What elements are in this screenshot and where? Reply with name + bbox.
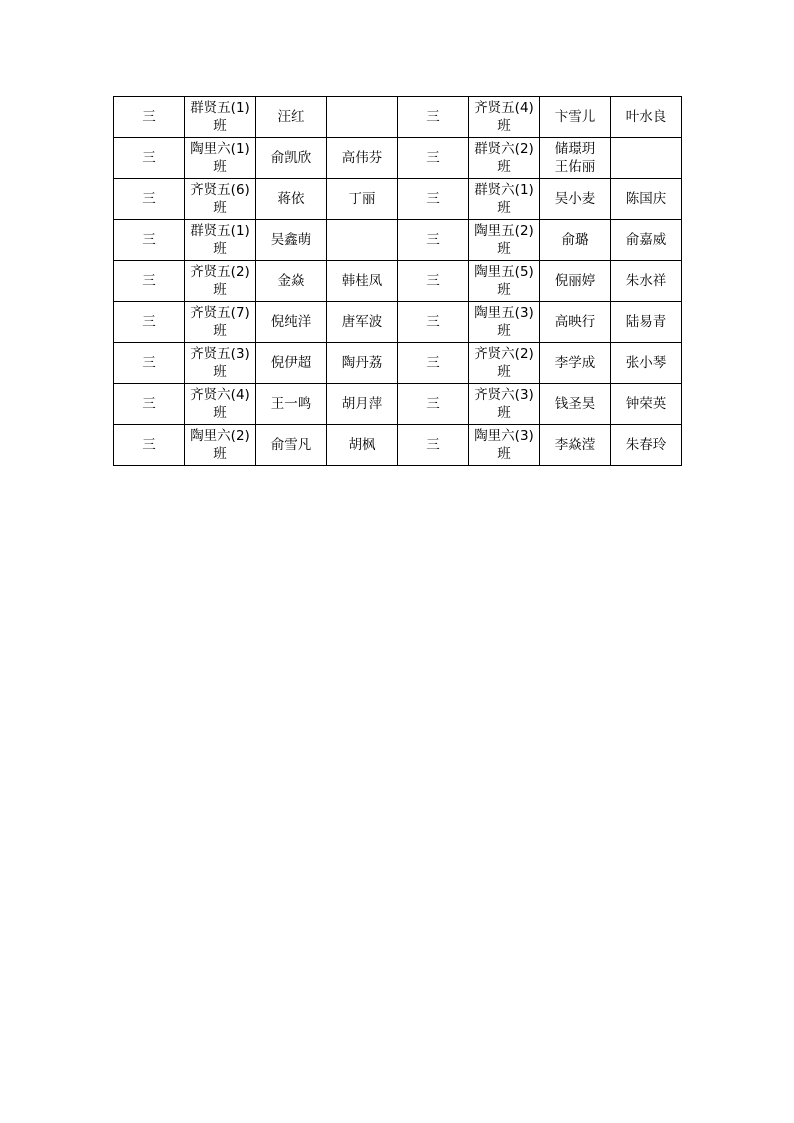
class-cell [185, 97, 256, 138]
class-name: 齐贤五(4) [474, 100, 534, 116]
teacher-cell: 吴鑫萌 [256, 220, 327, 261]
table-row [114, 261, 682, 302]
teacher-cell [540, 138, 611, 179]
class-cell [469, 97, 540, 138]
teacher-cell: 陈国庆 [611, 179, 682, 220]
table-row [114, 97, 682, 138]
teacher-name: 王佑丽 [554, 159, 596, 175]
class-name: 齐贤六(3) [474, 387, 534, 403]
class-name: 陶里五(3) [474, 305, 534, 321]
grade-cell: 三 [114, 425, 185, 466]
class-cell [185, 343, 256, 384]
grade-cell: 三 [398, 425, 469, 466]
table-row [114, 179, 682, 220]
class-name: 齐贤六(4) [190, 387, 250, 403]
class-suffix: 班 [497, 282, 511, 298]
teacher-cell: 蒋依 [256, 179, 327, 220]
table-row [114, 302, 682, 343]
grade-cell: 三 [398, 343, 469, 384]
teacher-cell: 丁丽 [327, 179, 398, 220]
class-cell [469, 138, 540, 179]
teacher-cell: 叶水良 [611, 97, 682, 138]
teacher-cell [327, 220, 398, 261]
class-name: 齐贤五(2) [190, 264, 250, 280]
teacher-cell [611, 138, 682, 179]
class-suffix: 班 [213, 323, 227, 339]
teacher-cell: 李焱滢 [540, 425, 611, 466]
grade-cell: 三 [114, 302, 185, 343]
class-cell [185, 220, 256, 261]
class-suffix: 班 [497, 405, 511, 421]
grade-cell: 三 [114, 384, 185, 425]
class-suffix: 班 [213, 200, 227, 216]
class-name: 陶里五(5) [474, 264, 534, 280]
grade-cell: 三 [114, 179, 185, 220]
teacher-cell: 卞雪儿 [540, 97, 611, 138]
grade-cell: 三 [398, 97, 469, 138]
class-suffix: 班 [213, 159, 227, 175]
teacher-cell: 张小琴 [611, 343, 682, 384]
table-row [114, 220, 682, 261]
class-name: 群贤六(1) [474, 182, 534, 198]
grade-cell: 三 [398, 261, 469, 302]
teacher-cell: 钟荣英 [611, 384, 682, 425]
class-cell [185, 302, 256, 343]
class-name: 陶里六(3) [474, 428, 534, 444]
class-suffix: 班 [213, 446, 227, 462]
teacher-cell: 倪伊超 [256, 343, 327, 384]
class-cell [469, 384, 540, 425]
grade-cell: 三 [114, 97, 185, 138]
class-suffix: 班 [213, 282, 227, 298]
class-suffix: 班 [497, 159, 511, 175]
class-suffix: 班 [497, 446, 511, 462]
class-suffix: 班 [497, 364, 511, 380]
class-name: 陶里六(1) [190, 141, 250, 157]
teacher-cell [327, 97, 398, 138]
class-name: 群贤五(1) [190, 223, 250, 239]
teacher-cell: 俞嘉威 [611, 220, 682, 261]
teacher-cell: 高伟芬 [327, 138, 398, 179]
teacher-cell: 俞璐 [540, 220, 611, 261]
class-name: 群贤六(2) [474, 141, 534, 157]
grade-cell: 三 [398, 138, 469, 179]
class-cell [469, 343, 540, 384]
class-suffix: 班 [497, 241, 511, 257]
teacher-cell: 韩桂凤 [327, 261, 398, 302]
class-name: 群贤五(1) [190, 100, 250, 116]
class-cell [185, 425, 256, 466]
teacher-cell: 俞雪凡 [256, 425, 327, 466]
class-cell [185, 179, 256, 220]
teacher-cell: 金焱 [256, 261, 327, 302]
teacher-cell: 汪红 [256, 97, 327, 138]
teacher-name: 储璟玥 [554, 141, 596, 157]
class-cell [469, 179, 540, 220]
grade-cell: 三 [398, 302, 469, 343]
grade-cell: 三 [114, 261, 185, 302]
grade-cell: 三 [114, 220, 185, 261]
class-name: 齐贤五(6) [190, 182, 250, 198]
class-suffix: 班 [213, 241, 227, 257]
class-suffix: 班 [213, 364, 227, 380]
teacher-cell: 陆易青 [611, 302, 682, 343]
table-body [114, 97, 682, 466]
class-cell [185, 261, 256, 302]
teacher-cell: 钱圣昊 [540, 384, 611, 425]
teacher-cell: 胡月萍 [327, 384, 398, 425]
class-cell [469, 261, 540, 302]
table-row [114, 343, 682, 384]
teacher-cell: 倪纯洋 [256, 302, 327, 343]
class-teacher-table [113, 96, 682, 466]
grade-cell: 三 [114, 138, 185, 179]
class-cell [185, 138, 256, 179]
class-cell [469, 302, 540, 343]
class-cell [469, 220, 540, 261]
teacher-cell: 胡枫 [327, 425, 398, 466]
teacher-cell: 吴小麦 [540, 179, 611, 220]
grade-cell: 三 [398, 384, 469, 425]
class-suffix: 班 [497, 323, 511, 339]
teacher-cell: 俞凯欣 [256, 138, 327, 179]
table-row [114, 384, 682, 425]
grade-cell: 三 [114, 343, 185, 384]
teacher-cell: 唐军波 [327, 302, 398, 343]
class-name: 陶里五(2) [474, 223, 534, 239]
teacher-cell: 朱春玲 [611, 425, 682, 466]
class-name: 齐贤五(7) [190, 305, 250, 321]
table-row [114, 138, 682, 179]
class-name: 陶里六(2) [190, 428, 250, 444]
table-row [114, 425, 682, 466]
teacher-cell: 陶丹荔 [327, 343, 398, 384]
class-suffix: 班 [497, 118, 511, 134]
teacher-cell: 朱水祥 [611, 261, 682, 302]
class-suffix: 班 [213, 405, 227, 421]
class-suffix: 班 [213, 118, 227, 134]
class-suffix: 班 [497, 200, 511, 216]
grade-cell: 三 [398, 220, 469, 261]
grade-cell: 三 [398, 179, 469, 220]
teacher-cell: 倪丽婷 [540, 261, 611, 302]
class-cell [469, 425, 540, 466]
class-cell [185, 384, 256, 425]
class-name: 齐贤六(2) [474, 346, 534, 362]
teacher-cell: 李学成 [540, 343, 611, 384]
teacher-cell: 王一鸣 [256, 384, 327, 425]
class-name: 齐贤五(3) [190, 346, 250, 362]
teacher-cell: 高映行 [540, 302, 611, 343]
